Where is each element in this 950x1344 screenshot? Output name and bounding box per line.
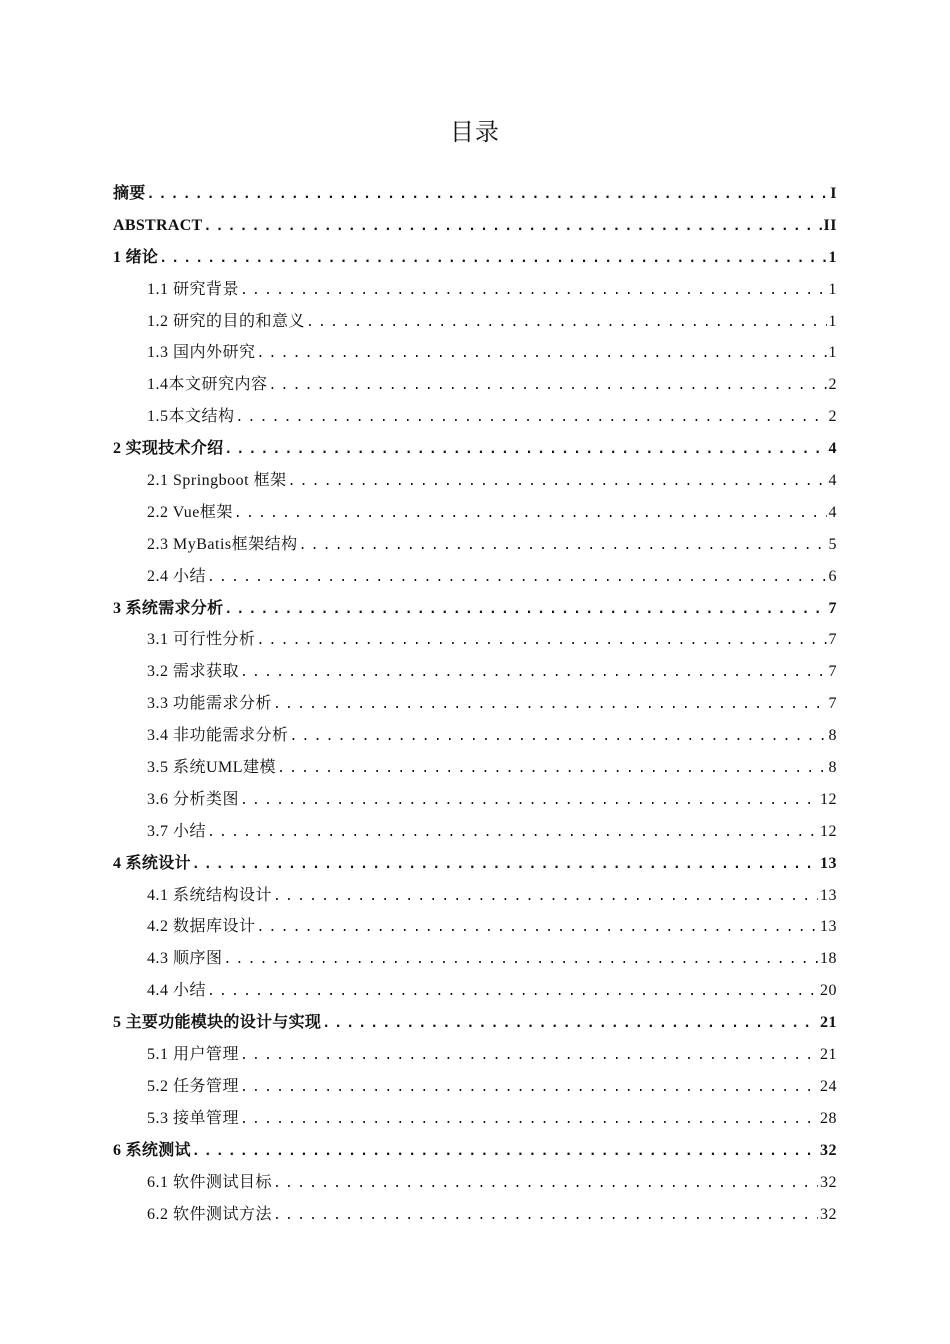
toc-entry-page-number: 1 [828, 344, 837, 362]
toc-entry-label: 1.4本文研究内容 [147, 376, 268, 394]
toc-entry-label: 2.2 Vue框架 [147, 503, 233, 521]
toc-entry-page-number: 8 [828, 727, 837, 745]
toc-entry-page-number: 7 [828, 599, 837, 617]
toc-dot-leader [207, 562, 826, 593]
toc-section-entry[interactable] [113, 465, 837, 497]
toc-section-entry[interactable] [113, 1167, 837, 1199]
toc-dot-leader [240, 1104, 818, 1135]
toc-dot-leader [257, 625, 827, 656]
toc-entry-label: 3.5 系统UML建模 [147, 759, 277, 777]
toc-chapter-entry[interactable] [113, 848, 837, 880]
toc-entry-label: 2.1 Springboot 框架 [147, 472, 287, 490]
toc-dot-leader [207, 817, 818, 848]
toc-dot-leader [240, 657, 826, 688]
toc-entry-page-number: 1 [828, 312, 837, 330]
toc-entry-label: 3.3 功能需求分析 [147, 695, 273, 713]
toc-entry-page-number: 28 [820, 1109, 837, 1127]
toc-entry-page-number: 21 [820, 1014, 837, 1032]
toc-section-entry[interactable] [113, 784, 837, 816]
toc-entry-label: 1.1 研究背景 [147, 280, 240, 298]
toc-section-entry[interactable] [113, 1199, 837, 1231]
toc-entry-page-number: 32 [820, 1173, 837, 1191]
toc-dot-leader [277, 753, 826, 784]
toc-entry-label: 5.3 接单管理 [147, 1109, 240, 1127]
toc-entry-page-number: 13 [820, 854, 837, 872]
toc-entry-label: 5.1 用户管理 [147, 1046, 240, 1064]
toc-entry-label: 3.4 非功能需求分析 [147, 727, 289, 745]
toc-entry-label: 1.2 研究的目的和意义 [147, 312, 306, 330]
toc-entry-label: 4.2 数据库设计 [147, 918, 256, 936]
toc-entry-label: 摘要 [113, 185, 146, 202]
toc-dot-leader [240, 1040, 818, 1071]
toc-entry-page-number: 13 [820, 886, 837, 904]
toc-dot-leader [257, 912, 818, 943]
toc-entry-label: 3.7 小结 [147, 822, 207, 840]
toc-entry-label: 6 系统测试 [113, 1141, 191, 1159]
toc-entry-page-number: II [823, 216, 837, 234]
toc-entry-page-number: 8 [828, 759, 837, 777]
toc-dot-leader [240, 275, 826, 306]
toc-chapter-entry[interactable] [113, 593, 837, 625]
toc-chapter-entry[interactable] [113, 210, 837, 242]
toc-section-entry[interactable] [113, 880, 837, 912]
toc-dot-leader [299, 530, 827, 561]
toc-dot-leader [257, 338, 827, 369]
toc-entry-label: 1.5本文结构 [147, 408, 235, 426]
toc-section-entry[interactable] [113, 816, 837, 848]
toc-section-entry[interactable] [113, 1039, 837, 1071]
toc-entry-page-number: 32 [820, 1141, 837, 1159]
toc-entry-page-number: 2 [828, 408, 837, 426]
toc-dot-leader [236, 402, 827, 433]
toc-entry-page-number: 2 [828, 376, 837, 394]
toc-dot-leader [159, 243, 826, 274]
toc-entry-label: 4.1 系统结构设计 [147, 886, 273, 904]
toc-entry-page-number: 5 [828, 535, 837, 553]
toc-entry-page-number: 4 [828, 503, 837, 521]
toc-title: 目录 [450, 118, 500, 146]
toc-section-entry[interactable] [113, 529, 837, 561]
toc-entry-label: 3.2 需求获取 [147, 663, 240, 681]
toc-entry-page-number: 18 [820, 950, 837, 968]
toc-entry-label: 6.1 软件测试目标 [147, 1173, 273, 1191]
toc-entry-page-number: 13 [820, 918, 837, 936]
toc-section-entry[interactable] [113, 752, 837, 784]
toc-entry-label: 1.3 国内外研究 [147, 344, 256, 362]
toc-dot-leader [224, 944, 818, 975]
toc-entry-page-number: 20 [820, 982, 837, 1000]
toc-list [113, 178, 837, 1230]
toc-dot-leader [192, 849, 818, 880]
toc-dot-leader [273, 881, 818, 912]
toc-chapter-entry[interactable] [113, 1007, 837, 1039]
toc-dot-leader [204, 211, 822, 242]
toc-entry-label: ABSTRACT [113, 216, 203, 234]
toc-section-entry[interactable] [113, 369, 837, 401]
toc-section-entry[interactable] [113, 688, 837, 720]
toc-entry-page-number: 32 [820, 1205, 837, 1223]
toc-entry-label: 3.1 可行性分析 [147, 631, 256, 649]
toc-section-entry[interactable] [113, 1071, 837, 1103]
toc-chapter-entry[interactable] [113, 178, 837, 210]
toc-entry-label: 5 主要功能模块的设计与实现 [113, 1014, 322, 1032]
toc-entry-page-number: 7 [828, 663, 837, 681]
toc-section-entry[interactable] [113, 401, 837, 433]
toc-section-entry[interactable] [113, 720, 837, 752]
toc-section-entry[interactable] [113, 1103, 837, 1135]
toc-section-entry[interactable] [113, 561, 837, 593]
toc-entry-page-number: 7 [828, 695, 837, 713]
toc-entry-label: 6.2 软件测试方法 [147, 1205, 273, 1223]
toc-entry-page-number: 7 [828, 631, 837, 649]
toc-dot-leader [288, 466, 827, 497]
toc-section-entry[interactable] [113, 656, 837, 688]
toc-section-entry[interactable] [113, 497, 837, 529]
toc-entry-page-number: 4 [828, 440, 837, 458]
toc-entry-page-number: 24 [820, 1077, 837, 1095]
toc-section-entry[interactable] [113, 624, 837, 656]
toc-section-entry[interactable] [113, 274, 837, 306]
toc-section-entry[interactable] [113, 306, 837, 338]
toc-dot-leader [192, 1136, 818, 1167]
toc-entry-label: 2.4 小结 [147, 567, 207, 585]
toc-section-entry[interactable] [113, 975, 837, 1007]
toc-dot-leader [207, 976, 818, 1007]
toc-dot-leader [147, 179, 829, 210]
toc-dot-leader [234, 498, 827, 529]
toc-dot-leader [240, 1072, 818, 1103]
toc-chapter-entry[interactable] [113, 433, 837, 465]
toc-entry-label: 3.6 分析类图 [147, 790, 240, 808]
toc-entry-page-number: 21 [820, 1046, 837, 1064]
toc-entry-label: 4.3 顺序图 [147, 950, 223, 968]
toc-dot-leader [224, 434, 826, 465]
toc-entry-label: 2 实现技术介绍 [113, 440, 224, 458]
toc-entry-label: 4.4 小结 [147, 982, 207, 1000]
toc-dot-leader [269, 370, 827, 401]
toc-dot-leader [273, 1200, 818, 1231]
toc-section-entry[interactable] [113, 337, 837, 369]
toc-dot-leader [224, 594, 826, 625]
toc-dot-leader [306, 307, 826, 338]
toc-chapter-entry[interactable] [113, 242, 837, 274]
toc-dot-leader [240, 785, 818, 816]
toc-entry-label: 5.2 任务管理 [147, 1077, 240, 1095]
toc-entry-label: 3 系统需求分析 [113, 599, 224, 617]
toc-section-entry[interactable] [113, 911, 837, 943]
toc-section-entry[interactable] [113, 943, 837, 975]
toc-dot-leader [322, 1008, 818, 1039]
toc-dot-leader [273, 1168, 818, 1199]
toc-dot-leader [290, 721, 827, 752]
toc-chapter-entry[interactable] [113, 1135, 837, 1167]
toc-entry-page-number: 12 [820, 822, 837, 840]
toc-entry-label: 2.3 MyBatis框架结构 [147, 535, 298, 553]
toc-entry-page-number: 4 [828, 472, 837, 490]
toc-entry-label: 1 绪论 [113, 248, 159, 266]
toc-entry-label: 4 系统设计 [113, 854, 191, 872]
toc-dot-leader [273, 689, 826, 720]
toc-entry-page-number: 6 [828, 567, 837, 585]
toc-entry-page-number: 1 [828, 248, 837, 266]
toc-entry-page-number: 12 [820, 790, 837, 808]
toc-entry-page-number: 1 [828, 280, 837, 298]
toc-entry-page-number: I [830, 185, 837, 202]
